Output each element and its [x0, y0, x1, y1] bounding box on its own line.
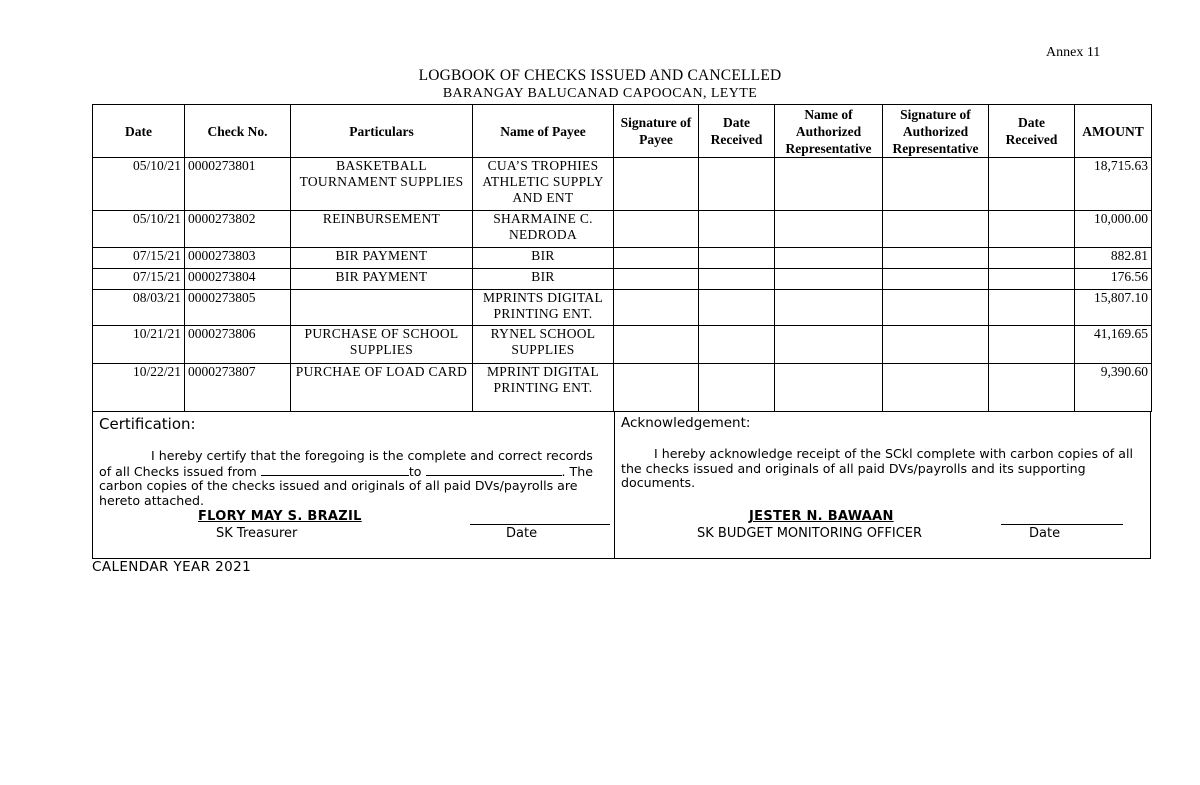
row-date-received-2 [989, 290, 1075, 326]
row-auth-rep-name [775, 269, 883, 290]
treasurer-name: FLORY MAY S. BRAZIL [198, 509, 362, 524]
row-date-received [699, 158, 775, 211]
header-signature-payee: Signature of Payee [614, 105, 699, 158]
table-row [93, 269, 1152, 290]
checks-logbook-table [92, 104, 1152, 412]
acknowledgement-text-body: I hereby acknowledge receipt of the SCkl complete with carbon copies of all the checks issued and originals of all paid DVs/payrolls and its supporting documents. [621, 446, 1133, 490]
table-row [93, 211, 1152, 248]
row-auth-rep-signature [883, 290, 989, 326]
row-payee: RYNEL SCHOOL SUPPLIES [473, 326, 614, 364]
calendar-year-footer: CALENDAR YEAR 2021 [92, 559, 252, 575]
row-check-no: 0000273802 [185, 211, 291, 248]
officer-date-label: Date [1029, 526, 1061, 541]
row-check-no: 0000273801 [185, 158, 291, 211]
certification-text-part2: to [408, 463, 422, 479]
header-amount: AMOUNT [1075, 105, 1152, 158]
row-payee: MPRINT DIGITAL PRINTING ENT. [473, 364, 614, 412]
monitoring-officer-role: SK BUDGET MONITORING OFFICER [697, 526, 923, 541]
row-amount: 10,000.00 [1075, 211, 1152, 248]
row-payee: BIR [473, 269, 614, 290]
row-payee: CUA’S TROPHIES ATHLETIC SUPPLY AND ENT [473, 158, 614, 211]
certification-heading: Certification: [99, 415, 196, 433]
certification-text-part3: . The carbon copies of the checks issued and originals of all paid DVs/payrolls are hereto attached. [99, 463, 593, 508]
row-amount: 15,807.10 [1075, 290, 1152, 326]
row-date-received-2 [989, 326, 1075, 364]
certification-text-part1: I hereby certify that the foregoing is the complete and correct records of all Checks issued from [99, 448, 593, 479]
row-date-received-2 [989, 248, 1075, 269]
header-auth-rep-name: Name of Authorized Representative [775, 105, 883, 158]
row-check-no: 0000273805 [185, 290, 291, 326]
row-signature-payee [614, 248, 699, 269]
monitoring-officer-name: JESTER N. BAWAAN [749, 509, 894, 524]
date-from-blank [261, 464, 409, 476]
table-header-row [93, 105, 1152, 158]
row-auth-rep-signature [883, 211, 989, 248]
row-auth-rep-name [775, 290, 883, 326]
row-date: 10/22/21 [93, 364, 185, 412]
table-row [93, 364, 1152, 412]
row-particulars: PURCHASE OF SCHOOL SUPPLIES [291, 326, 473, 364]
row-auth-rep-name [775, 211, 883, 248]
row-particulars: BIR PAYMENT [291, 269, 473, 290]
row-signature-payee [614, 269, 699, 290]
row-signature-payee [614, 290, 699, 326]
row-particulars: BIR PAYMENT [291, 248, 473, 269]
row-signature-payee [614, 211, 699, 248]
row-date-received [699, 248, 775, 269]
row-date: 05/10/21 [93, 211, 185, 248]
header-date: Date [93, 105, 185, 158]
row-particulars: PURCHAE OF LOAD CARD [291, 364, 473, 412]
row-auth-rep-signature [883, 158, 989, 211]
row-amount: 9,390.60 [1075, 364, 1152, 412]
row-auth-rep-signature [883, 248, 989, 269]
row-auth-rep-name [775, 326, 883, 364]
row-check-no: 0000273807 [185, 364, 291, 412]
treasurer-date-label: Date [506, 526, 538, 541]
row-date: 05/10/21 [93, 158, 185, 211]
row-date-received [699, 211, 775, 248]
row-particulars [291, 290, 473, 326]
row-particulars: BASKETBALL TOURNAMENT SUPPLIES [291, 158, 473, 211]
header-particulars: Particulars [291, 105, 473, 158]
row-amount: 176.56 [1075, 269, 1152, 290]
row-payee: MPRINTS DIGITAL PRINTING ENT. [473, 290, 614, 326]
document-subtitle: BARANGAY BALUCANAD CAPOOCAN, LEYTE [442, 86, 758, 101]
header-check-no: Check No. [185, 105, 291, 158]
acknowledgement-text [621, 447, 1146, 491]
row-auth-rep-signature [883, 326, 989, 364]
document-title: LOGBOOK OF CHECKS ISSUED AND CANCELLED [418, 67, 782, 84]
annex-label: Annex 11 [1046, 45, 1101, 60]
row-date-received-2 [989, 269, 1075, 290]
row-signature-payee [614, 158, 699, 211]
row-date-received [699, 326, 775, 364]
row-date-received-2 [989, 211, 1075, 248]
row-auth-rep-signature [883, 364, 989, 412]
row-date: 07/15/21 [93, 269, 185, 290]
row-date: 10/21/21 [93, 326, 185, 364]
row-auth-rep-name [775, 248, 883, 269]
row-auth-rep-name [775, 364, 883, 412]
row-signature-payee [614, 364, 699, 412]
treasurer-date-line [470, 524, 610, 525]
row-date-received [699, 364, 775, 412]
row-date-received [699, 290, 775, 326]
certification-text [99, 449, 607, 508]
officer-date-line [1001, 524, 1123, 525]
table-row [93, 290, 1152, 326]
row-auth-rep-name [775, 158, 883, 211]
row-check-no: 0000273804 [185, 269, 291, 290]
table-row [93, 158, 1152, 211]
row-signature-payee [614, 326, 699, 364]
certification-box [92, 412, 1151, 559]
acknowledgement-section [615, 412, 1152, 558]
table-row [93, 326, 1152, 364]
row-date: 08/03/21 [93, 290, 185, 326]
row-amount: 41,169.65 [1075, 326, 1152, 364]
header-date-received: Date Received [699, 105, 775, 158]
row-date-received-2 [989, 364, 1075, 412]
row-amount: 882.81 [1075, 248, 1152, 269]
row-check-no: 0000273806 [185, 326, 291, 364]
row-amount: 18,715.63 [1075, 158, 1152, 211]
header-payee: Name of Payee [473, 105, 614, 158]
header-date-received-2: Date Received [989, 105, 1075, 158]
table-row [93, 248, 1152, 269]
row-particulars: REINBURSEMENT [291, 211, 473, 248]
row-date-received [699, 269, 775, 290]
row-check-no: 0000273803 [185, 248, 291, 269]
row-auth-rep-signature [883, 269, 989, 290]
acknowledgement-heading: Acknowledgement: [621, 415, 751, 431]
row-date: 07/15/21 [93, 248, 185, 269]
row-payee: SHARMAINE C. NEDRODA [473, 211, 614, 248]
date-to-blank [426, 464, 562, 476]
row-date-received-2 [989, 158, 1075, 211]
row-payee: BIR [473, 248, 614, 269]
header-auth-rep-signature: Signature of Authorized Representative [883, 105, 989, 158]
certification-section [93, 412, 615, 558]
treasurer-role: SK Treasurer [216, 526, 298, 541]
